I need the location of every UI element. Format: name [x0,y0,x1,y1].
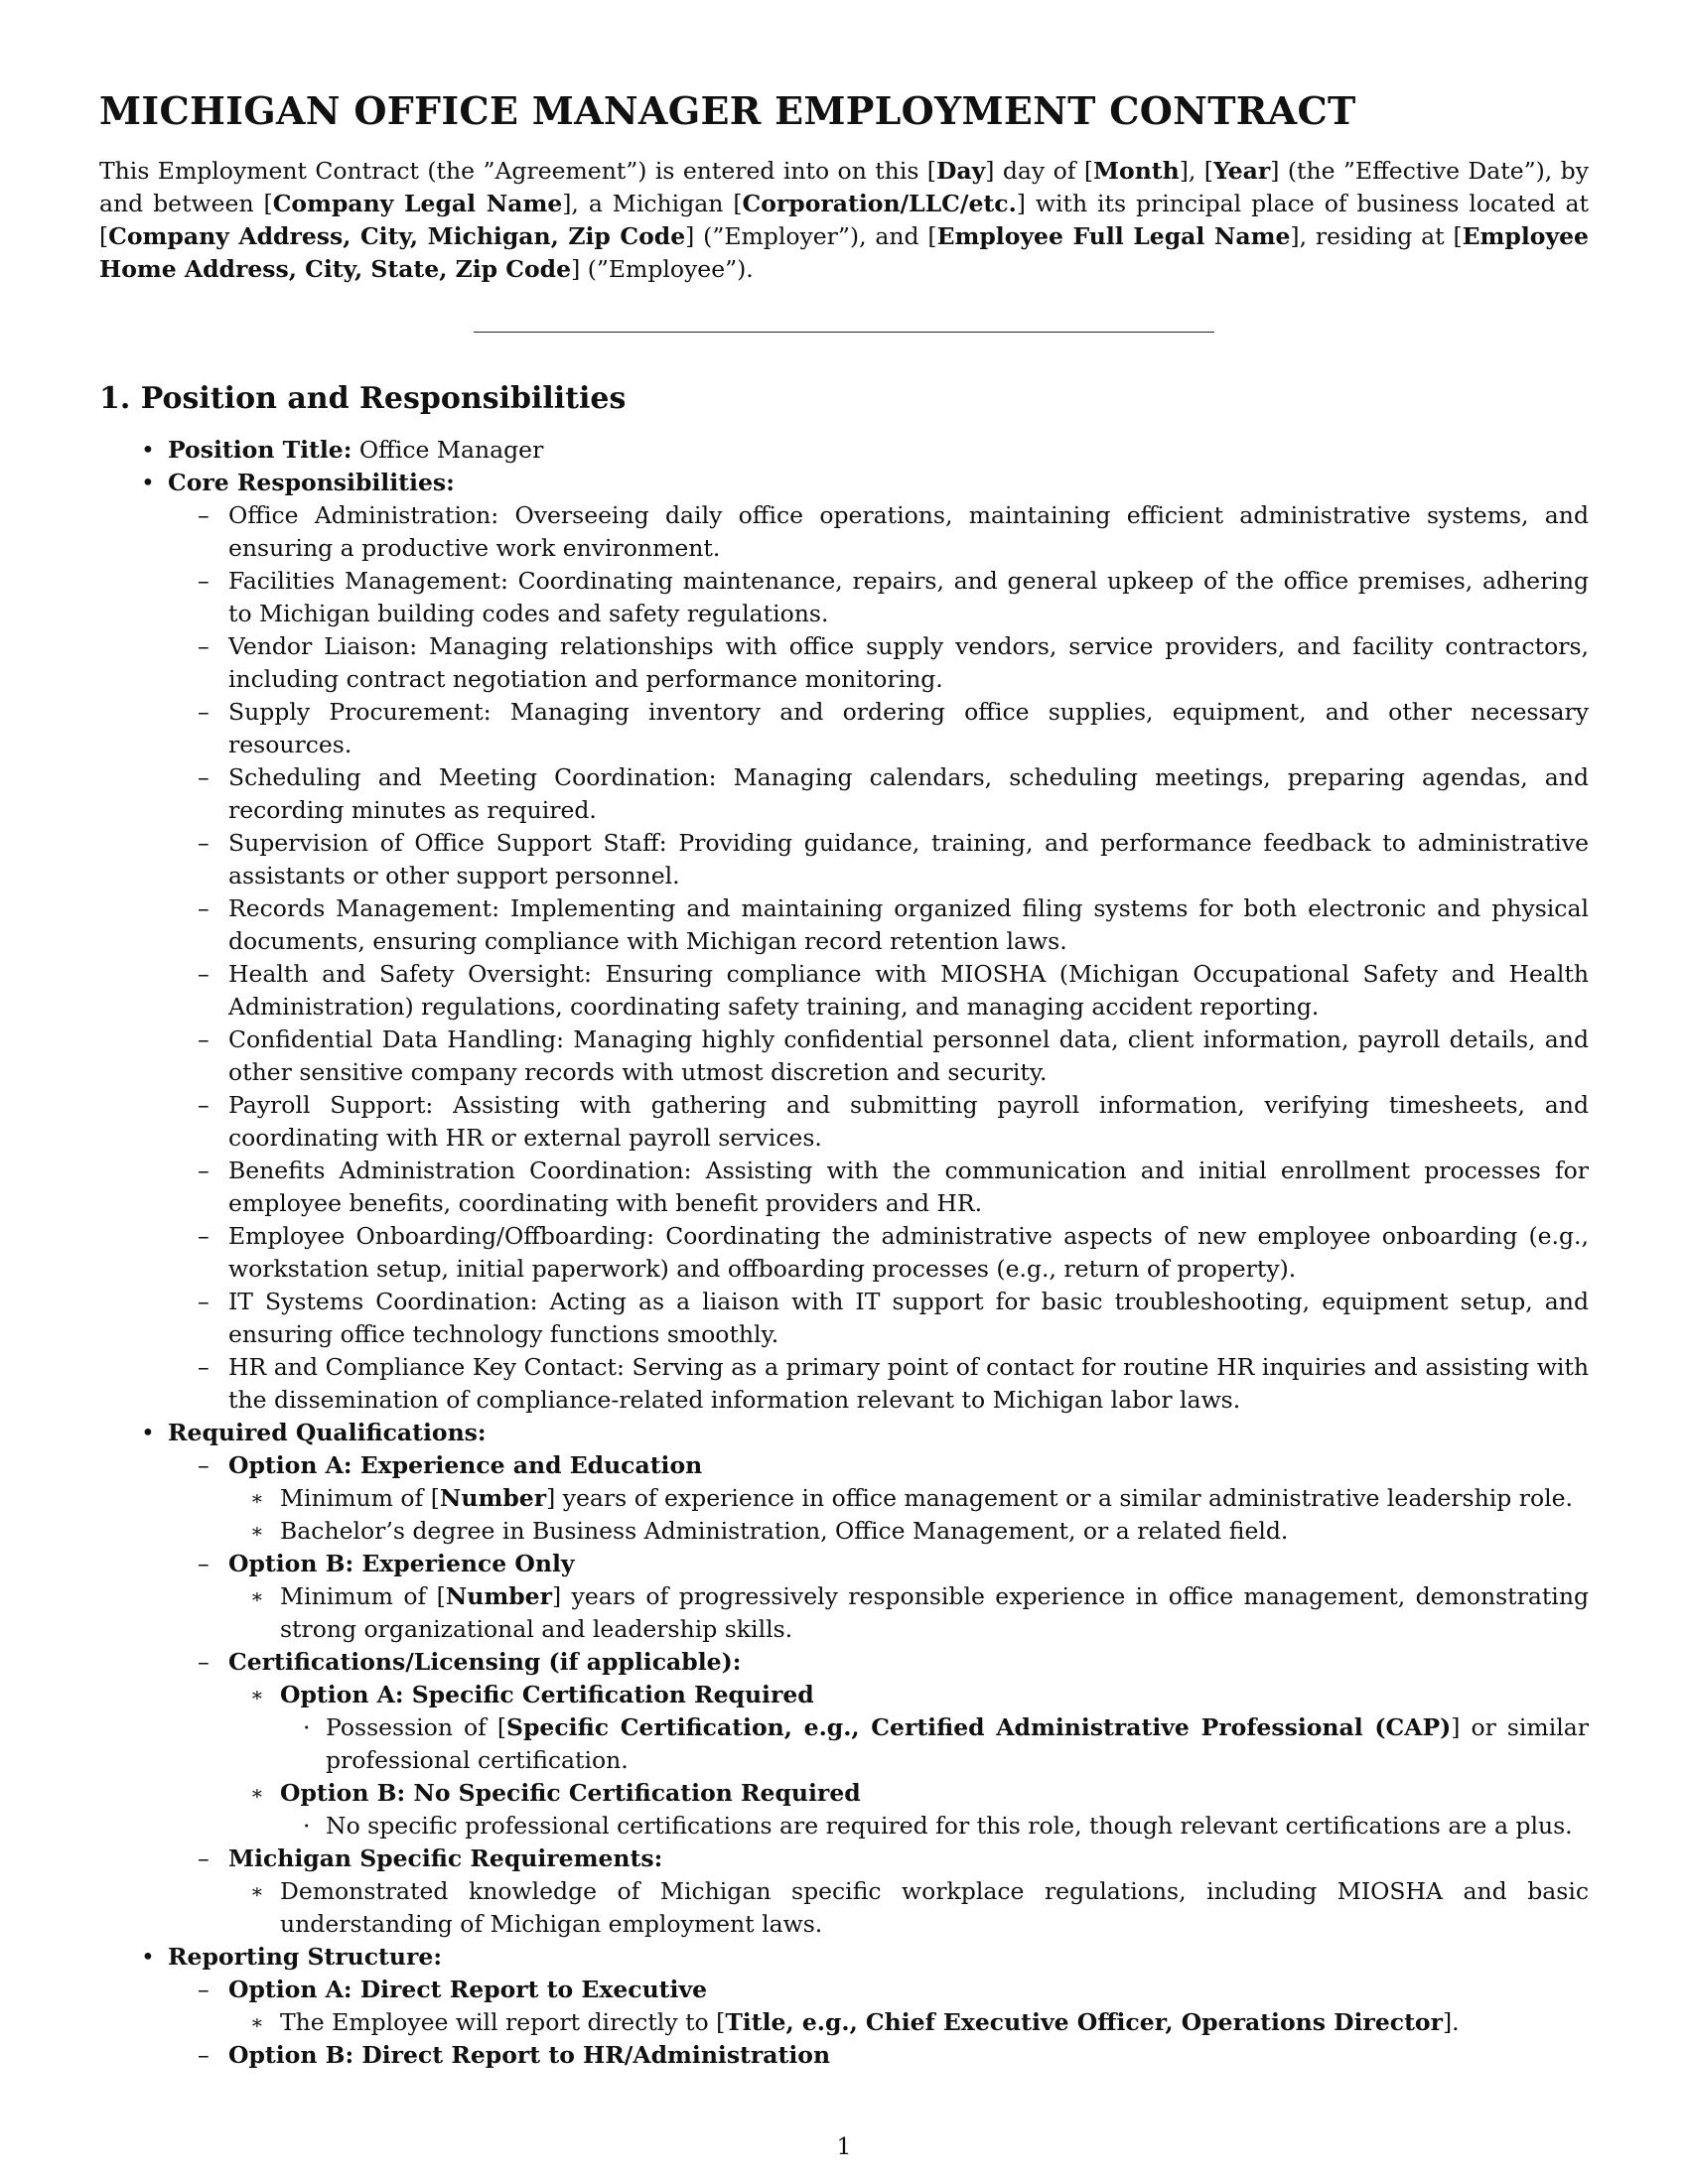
dash-icon: – [198,894,210,922]
placeholder-title: Title, e.g., Chief Executive Officer, Operations Director [725,2008,1443,2036]
item-label: Position Title: [168,436,352,464]
list-item [99,1155,1589,1220]
placeholder-entity: Corporation/LLC/etc. [742,190,1017,217]
placeholder-employee: Employee Full Legal Name [936,222,1291,250]
item-text: Minimum of [ [280,1582,446,1610]
list-item [99,1482,1589,1515]
item-text: IT Systems Coordination: Acting as a liaison with IT support for basic troubleshooting, equipment setup, and ensuring office technology functions smoothly. [228,1288,1589,1348]
page-title: MICHIGAN OFFICE MANAGER EMPLOYMENT CONTRACT [99,88,1356,133]
list-item [99,761,1589,827]
list-item [99,1875,1589,1941]
placeholder-certification: Specific Certification, e.g., Certified Administrative Professional (CAP) [506,1713,1452,1741]
list-item [99,1810,1589,1843]
intro-text: ] (”Employee”). [571,255,754,283]
list-item [99,827,1589,892]
item-text: Vendor Liaison: Managing relationships with office supply vendors, service providers, and facility contractors, including contract negotiation and performance monitoring. [228,632,1589,693]
item-text: ] years of experience in office management or a similar administrative leadership role. [546,1484,1574,1512]
intro-text: ] (”Employer”), and [ [685,222,937,250]
list-item [99,1974,1589,2006]
dot-icon: · [303,1713,311,1741]
dash-icon: – [198,2041,210,2069]
asterisk-icon: ∗ [250,1879,264,1903]
list-item [99,1711,1589,1777]
item-text: ]. [1442,2008,1460,2036]
dash-icon: – [198,1648,210,1676]
item-text: Confidential Data Handling: Managing highly confidential personnel data, client information, payroll details, and other sensitive company records with utmost discretion and security. [228,1025,1589,1086]
dash-icon: – [198,1222,210,1250]
item-text: Office Manager [358,436,544,464]
list-item [99,1777,1589,1810]
intro-text: ] with its principal place of business located at [ [99,190,1589,250]
item-text: Office Administration: Overseeing daily office operations, maintaining efficient administrative systems, and ensuring a productive work environment. [228,501,1589,562]
dash-icon: – [198,1353,210,1381]
item-text: HR and Compliance Key Contact: Serving as a primary point of contact for routine HR inquiries and assisting with the dissemination of compliance-related information relevant to Michigan labor laws. [228,1353,1589,1414]
asterisk-icon: ∗ [250,1781,264,1805]
section-heading: 1. Position and Responsibilities [99,381,627,416]
intro-text: This Employment Contract (the ”Agreement”) is entered into on this [ [99,157,936,185]
list-item [99,1941,1589,1974]
bullet-icon: • [141,1419,155,1446]
page-number: 1 [836,2132,852,2160]
item-label: Option B: No Specific Certification Required [280,1779,861,1807]
item-text: Supply Procurement: Managing inventory and ordering office supplies, equipment, and other necessary resources. [228,698,1589,758]
placeholder-day: Day [935,157,986,185]
item-label: Certifications/Licensing (if applicable): [228,1648,742,1676]
item-text: No specific professional certifications are required for this role, though relevant certifications are a plus. [326,1812,1573,1840]
item-text: ] years of progressively responsible experience in office management, demonstrating strong organizational and leadership skills. [280,1582,1589,1643]
item-text: Employee Onboarding/Offboarding: Coordinating the administrative aspects of new employee onboarding (e.g., workstation setup, initial paperwork) and offboarding processes (e.g., return of property). [228,1222,1589,1283]
list-item [99,1351,1589,1417]
placeholder-employee-address: Employee Home Address, City, State, Zip Code [99,222,1590,283]
dot-icon: · [303,1812,311,1840]
placeholder-company: Company Legal Name [272,190,563,217]
list-item [99,499,1589,565]
list-item [99,1449,1589,1482]
item-text: Minimum of [ [280,1484,440,1512]
dash-icon: – [198,1976,210,2003]
list-item [99,1286,1589,1351]
item-text: Payroll Support: Assisting with gathering and submitting payroll information, verifying timesheets, and coordinating with HR or external payroll services. [228,1091,1589,1152]
list-item [99,1646,1589,1679]
list-item [99,892,1589,958]
bullet-icon: • [141,1943,155,1971]
placeholder-number: Number [439,1484,547,1512]
item-text: Supervision of Office Support Staff: Providing guidance, training, and performance feedback to administrative assistants or other support personnel. [228,829,1589,889]
placeholder-month: Month [1093,157,1180,185]
item-label: Option B: Direct Report to HR/Administration [228,2041,831,2069]
list-item [99,2006,1589,2039]
intro-text: ], a Michigan [ [562,190,743,217]
list-item [99,696,1589,761]
list-item [99,1679,1589,1711]
dash-icon: – [198,698,210,726]
item-text: The Employee will report directly to [ [280,2008,726,2036]
intro-paragraph [99,155,1589,286]
bullet-icon: • [141,436,155,464]
dash-icon: – [198,1091,210,1119]
list-item [99,1417,1589,1449]
intro-text: ] day of [ [985,157,1094,185]
list-item [99,434,1589,467]
dash-icon: – [198,501,210,529]
asterisk-icon: ∗ [250,1486,264,1510]
bullet-icon: • [141,469,155,496]
item-text: Possession of [ [326,1713,507,1741]
list-item [99,1220,1589,1286]
item-text: Bachelor’s degree in Business Administration, Office Management, or a related field. [280,1517,1289,1545]
dash-icon: – [198,1025,210,1053]
list-item [99,1089,1589,1155]
item-text: Demonstrated knowledge of Michigan specific workplace regulations, including MIOSHA and basic understanding of Michigan employment laws. [280,1877,1589,1938]
item-label: Option A: Experience and Education [228,1451,703,1479]
intro-text: ], [ [1179,157,1213,185]
item-label: Core Responsibilities: [168,469,455,496]
dash-icon: – [198,567,210,595]
item-text: Benefits Administration Coordination: Assisting with the communication and initial enrollment processes for employee benefits, coordinating with benefit providers and HR. [228,1157,1589,1217]
list-item [99,565,1589,630]
asterisk-icon: ∗ [250,1683,264,1706]
list-item [99,1580,1589,1646]
list-item [99,958,1589,1024]
list-item [99,467,1589,499]
list-item [99,2039,1589,2072]
document-page [99,79,1590,2069]
dash-icon: – [198,632,210,660]
item-label: Option A: Direct Report to Executive [228,1976,708,2003]
asterisk-icon: ∗ [250,1584,264,1608]
dash-icon: – [198,763,210,791]
intro-text: ] (the ”Effective Date”), by and between [ [99,157,1590,217]
placeholder-number: Number [445,1582,552,1610]
dash-icon: – [198,1550,210,1577]
item-label: Required Qualifications: [168,1419,487,1446]
dash-icon: – [198,1451,210,1479]
placeholder-year: Year [1212,157,1271,185]
item-label: Michigan Specific Requirements: [228,1844,663,1872]
asterisk-icon: ∗ [250,1519,264,1543]
horizontal-divider [474,332,1214,333]
item-label: Option A: Specific Certification Required [280,1681,814,1708]
list-item [99,1843,1589,1875]
item-label: Option B: Experience Only [228,1550,575,1577]
list-item [99,1515,1589,1548]
asterisk-icon: ∗ [250,2010,264,2034]
responsibilities-list [99,434,1589,2072]
item-text: Facilities Management: Coordinating maintenance, repairs, and general upkeep of the office premises, adhering to Michigan building codes and safety regulations. [228,567,1589,627]
item-text: ] or similar professional certification. [326,1713,1589,1774]
item-label: Reporting Structure: [168,1943,442,1971]
list-item [99,630,1589,696]
item-text: Records Management: Implementing and maintaining organized filing systems for both electronic and physical documents, ensuring compliance with Michigan record retention laws. [228,894,1589,955]
dash-icon: – [198,1288,210,1315]
dash-icon: – [198,960,210,988]
list-item [99,1024,1589,1089]
dash-icon: – [198,829,210,857]
placeholder-company-address: Company Address, City, Michigan, Zip Code [108,222,686,250]
item-text: Scheduling and Meeting Coordination: Managing calendars, scheduling meetings, preparing agendas, and recording minutes as required. [228,763,1589,824]
intro-text: ], residing at [ [1290,222,1463,250]
dash-icon: – [198,1844,210,1872]
dash-icon: – [198,1157,210,1184]
list-item [99,1548,1589,1580]
item-text: Health and Safety Oversight: Ensuring compliance with MIOSHA (Michigan Occupational Safety and Health Administration) regulations, coordinating safety training, and managing accident reporting. [228,960,1589,1021]
